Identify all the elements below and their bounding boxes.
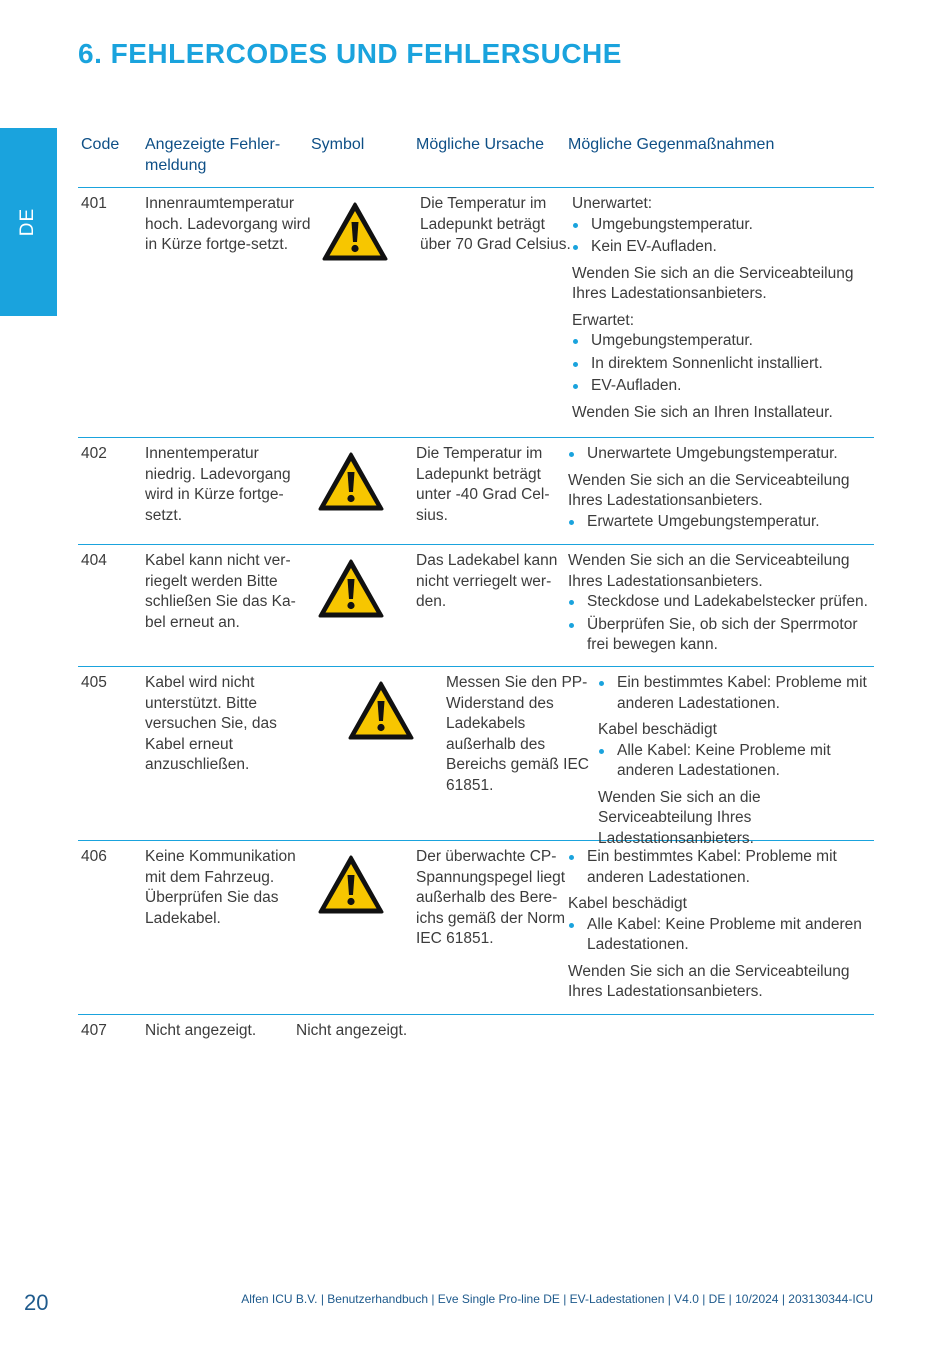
action-text: Wenden Sie sich an die Serviceabteilung Ihres Ladestationsanbieters. <box>568 552 850 590</box>
table-row <box>78 841 874 1015</box>
row-message: Keine Kommunikation mit dem Fahrzeug. Überprüfen Sie das Ladekabel. <box>145 848 296 927</box>
list-item: Umgebungstemperatur. <box>572 215 874 236</box>
table-row <box>78 545 874 667</box>
table-row <box>78 667 874 847</box>
row-message: Innenraumtemperatur hoch. Ladevorgang wird in Kürze fortge-setzt. <box>145 195 311 253</box>
table-row <box>78 438 874 545</box>
row-cause: Die Temperatur im Ladepunkt beträgt unter -40 Grad Cel-sius. <box>416 445 550 524</box>
row-cause: Messen Sie den PP-Widerstand des Ladekabels außerhalb des Bereichs gemäß IEC 61851. <box>446 674 589 794</box>
row-symbol-text: Nicht angezeigt. <box>296 1022 408 1039</box>
list-item: Erwartete Umgebungstemperatur. <box>568 512 874 533</box>
row-actions <box>568 841 874 1014</box>
row-message: Kabel kann nicht ver-riegelt werden Bitte schließen Sie das Ka-bel erneut an. <box>145 552 296 631</box>
list-item: Ein bestimmtes Kabel: Probleme mit anderen Ladestationen. <box>568 847 874 888</box>
row-actions <box>572 188 874 437</box>
warning-icon <box>311 438 416 544</box>
row-code: 405 <box>81 674 107 691</box>
page-number: 20 <box>24 1290 49 1315</box>
list-item: Alle Kabel: Keine Probleme mit anderen Ladestationen. <box>598 741 874 782</box>
warning-icon <box>341 667 446 840</box>
action-text: Wenden Sie sich an die Serviceabteilung Ihres Ladestationsanbieters. <box>568 471 850 509</box>
language-tab-label: DE <box>17 207 39 237</box>
list-item: Ein bestimmtes Kabel: Probleme mit anderen Ladestationen. <box>598 673 874 714</box>
header-message: Angezeigte Fehler- meldung <box>145 136 281 174</box>
list-item: Umgebungstemperatur. <box>572 331 874 352</box>
row-message: Innentemperatur niedrig. Ladevorgang wird in Kürze fortge-setzt. <box>145 445 291 524</box>
row-code: 406 <box>81 848 107 865</box>
warning-icon <box>315 188 420 437</box>
row-code: 404 <box>81 552 107 569</box>
row-actions <box>568 438 874 544</box>
action-list <box>598 673 874 714</box>
list-item: Überprüfen Sie, ob sich der Sperrmotor frei bewegen kann. <box>568 615 874 656</box>
warning-icon <box>311 545 416 666</box>
page-title: 6. FEHLERCODES UND FEHLERSUCHE <box>78 38 622 69</box>
list-item: Kein EV-Aufladen. <box>572 237 874 258</box>
list-item: Steckdose und Ladekabelstecker prüfen. <box>568 592 874 613</box>
action-text: Kabel beschädigt <box>568 895 687 912</box>
action-text: Kabel beschädigt <box>598 721 717 738</box>
header-code: Code <box>81 136 120 153</box>
row-actions <box>568 545 874 666</box>
row-actions <box>598 667 874 847</box>
action-text: Wenden Sie sich an die Serviceabteilung Ihres Ladestationsanbieters. <box>568 962 850 1000</box>
action-list <box>568 512 874 533</box>
language-tab <box>0 128 57 316</box>
row-code: 407 <box>81 1022 107 1039</box>
row-cause: Die Temperatur im Ladepunkt beträgt über 70 Grad Celsius. <box>420 195 571 253</box>
row-cause: Das Ladekabel kann nicht verriegelt wer-den. <box>416 552 558 610</box>
list-item: Alle Kabel: Keine Probleme mit anderen Ladestationen. <box>568 915 874 956</box>
table-row <box>78 188 874 438</box>
row-message: Kabel wird nicht unterstützt. Bitte versuchen Sie, das Kabel erneut anzuschließen. <box>145 674 277 773</box>
action-text: Wenden Sie sich an die Serviceabteilung Ihres Ladestationsanbieters. <box>572 264 854 302</box>
action-text: Erwartet: <box>572 311 635 329</box>
row-code: 401 <box>81 195 107 212</box>
row-cause: Der überwachte CP-Spannungspegel liegt außerhalb des Bere-ichs gemäß der Norm IEC 61851. <box>416 848 566 947</box>
row-message: Nicht angezeigt. <box>145 1022 257 1039</box>
error-code-table <box>78 130 874 1042</box>
action-text: Wenden Sie sich an Ihren Installateur. <box>572 403 833 421</box>
action-list <box>568 847 874 888</box>
action-text: Unerwartet: <box>572 195 653 212</box>
footer: Alfen ICU B.V. | Benutzerhandbuch | Eve Single Pro-line DE | EV-Ladestationen | V4.0 | DE | 10/2024 | 203130344-ICU <box>241 1292 873 1306</box>
header-symbol: Symbol <box>311 136 365 153</box>
action-list <box>568 592 874 656</box>
warning-icon <box>311 841 416 1014</box>
table-header <box>78 130 874 188</box>
action-list <box>568 444 874 465</box>
list-item: EV-Aufladen. <box>572 376 874 397</box>
list-item: Unerwartete Umgebungstemperatur. <box>568 444 874 465</box>
list-item: In direktem Sonnenlicht installiert. <box>572 354 874 375</box>
header-actions: Mögliche Gegenmaßnahmen <box>568 136 775 153</box>
header-cause: Mögliche Ursache <box>416 136 545 153</box>
action-list <box>572 331 874 397</box>
action-list <box>568 915 874 956</box>
action-list <box>598 741 874 782</box>
table-row <box>78 1015 874 1042</box>
action-list <box>572 215 874 258</box>
row-code: 402 <box>81 445 107 462</box>
action-text: Wenden Sie sich an die Serviceabteilung Ihres Ladestationsanbieters. <box>598 788 761 847</box>
